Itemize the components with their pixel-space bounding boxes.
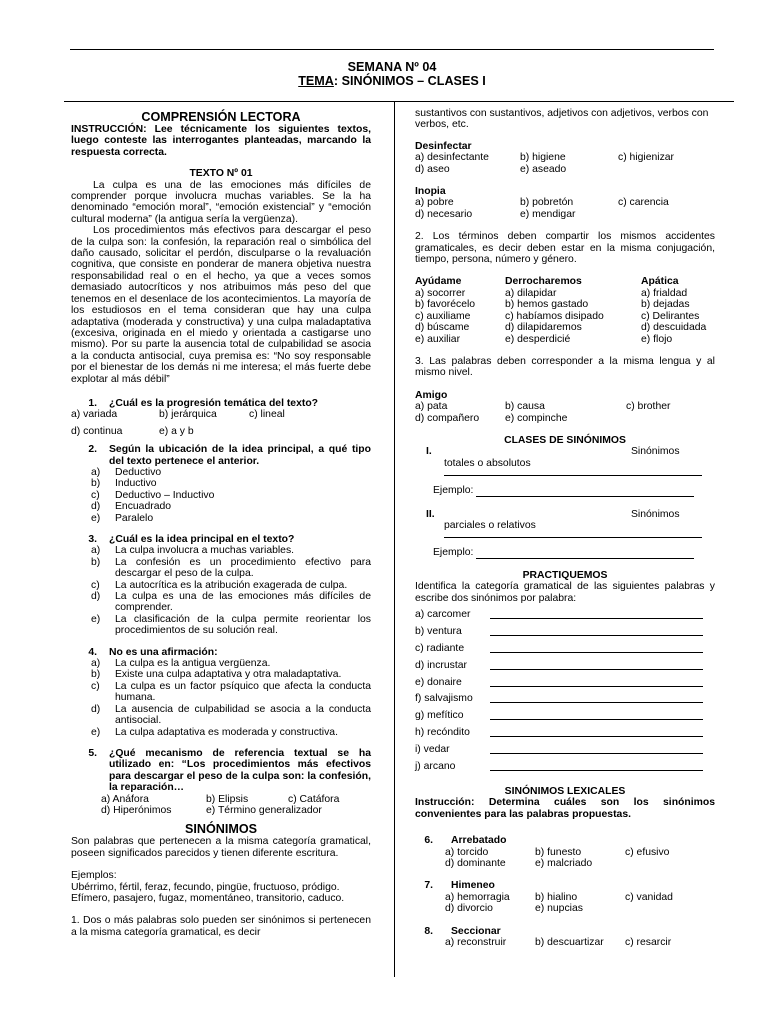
option: d) La ausencia de culpabilidad se asocia a la conducta antisocial. xyxy=(91,703,371,727)
practice-item: j) arcano xyxy=(415,761,715,772)
option: b) Inductivo xyxy=(91,478,157,490)
clases-title: CLASES DE SINÓNIMOS xyxy=(504,434,626,446)
question-3: 3. ¿Cuál es la idea principal en el texto? xyxy=(88,534,295,545)
examples-line-2: Efímero, pasajero, fugaz, momentáneo, transitorio, caduco. xyxy=(71,892,345,904)
clase-1-example: Ejemplo: xyxy=(433,485,715,496)
examples-label: Ejemplos: xyxy=(71,870,117,882)
option: c) Deductivo – Inductivo xyxy=(91,489,215,501)
practice-item: a) carcomer xyxy=(415,609,715,620)
q5-options-row1: a) Anáfora b) Elipsis c) Catáfora xyxy=(101,793,340,805)
practiquemos-list xyxy=(415,609,715,772)
table-row: c) auxiliame c) habíamos disipado c) Delirantes xyxy=(415,310,700,322)
word-amigo: Amigo xyxy=(415,389,448,401)
practice-item: f) salvajismo xyxy=(415,693,715,704)
practice-item: h) recóndito xyxy=(415,727,715,738)
practice-item: i) vedar xyxy=(415,744,715,755)
lexical-options: a) reconstruir b) descuartizar c) resarcir xyxy=(445,937,672,949)
rule-1: 1. Dos o más palabras solo pueden ser sinónimos si pertenecen a la misma categoría gramatical, es decir xyxy=(71,915,371,938)
table-row: d) búscame d) dilapidaremos d) descuidada xyxy=(415,322,707,334)
clase-2-desc: parciales o relativos xyxy=(444,519,536,531)
paragraph-2: Los procedimientos más efectivos para descargar el peso de la culpa son: la confesión, la reparación real o simbólica del daño causado, solicitar el perdón, disculparse o la revaluación cognitiva, que consiste en ponderar de manera objetiva nuestra responsabilidad real o en el hecho, ya que a veces somos demasiado autocríticos y nos atribuimos más peso del que tenemos en el desenlace de los acontecimientos. La mayoría de los estudiosos en el tema consideran que hay una culpa adaptativa (moderada y constructiva) y una culpa maladaptativa (excesiva, originada en el miedo y orientada a castigarse uno mismo). Por su parte la ausencia total de culpabilidad se asocia a la conducta antisocial, cuya premisa es: “No soy responsable por el bienestar de los demás ni me interesa; el más fuerte debe explotar al más débil” xyxy=(71,225,371,385)
question-5: 5. ¿Qué mecanismo de referencia textual se ha utilizado en: “Los procedimientos más efectivos para descargar el peso de la culpa son: la confesión, la reparación… xyxy=(88,747,371,794)
answer-blank[interactable] xyxy=(490,727,703,737)
amigo-row2: d) compañero e) compinche xyxy=(415,412,568,424)
q2-options xyxy=(91,467,371,524)
answer-blank[interactable] xyxy=(490,626,703,636)
q1-options-row1: a) variada b) jerárquica c) lineal xyxy=(71,409,285,421)
answer-blank[interactable] xyxy=(490,693,703,703)
rule-1-continued: sustantivos con sustantivos, adjetivos con adjetivos, verbos con verbos, etc. xyxy=(415,108,709,131)
q3-options xyxy=(91,545,371,636)
sinonimos-definition: Son palabras que pertenecen a la misma categoría gramatical, poseen significados parecidos y tienen diferente escritura. xyxy=(71,836,371,859)
option: b) La confesión es un procedimiento efectivo para descargar el peso de la culpa. xyxy=(91,556,371,580)
question-1: 1. ¿Cuál es la progresión temática del texto? xyxy=(88,397,319,409)
option: e) La clasificación de la culpa permite reorientar los procedimientos de su solución real. xyxy=(91,613,371,637)
table-row: a) socorrer a) dilapidar a) frialdad xyxy=(415,287,688,299)
word-inopia: Inopia xyxy=(415,186,446,198)
practiquemos-title: PRACTIQUEMOS xyxy=(522,569,608,581)
word-desinfectar: Desinfectar xyxy=(415,140,472,152)
text-title: TEXTO Nº 01 xyxy=(189,168,253,180)
practiquemos-instruction: Identifica la categoría gramatical de las siguientes palabras y escribe dos sinónimos por palabra: xyxy=(415,581,715,604)
amigo-row1: a) pata b) causa c) brother xyxy=(415,401,671,413)
q1-options-row2: d) continua e) a y b xyxy=(71,425,194,437)
answer-blank[interactable] xyxy=(490,710,703,720)
option: a) Deductivo xyxy=(91,466,162,478)
lexicales-list xyxy=(415,835,715,948)
table-row: e) auxiliar e) desperdicié e) flojo xyxy=(415,333,673,345)
clase-2-blank xyxy=(444,531,702,538)
instruction: INSTRUCCIÓN: Lee técnicamente los siguientes textos, luego conteste las interrogantes planteadas, marcando la respuesta correcta. xyxy=(71,124,371,158)
clase-1-blank xyxy=(444,469,702,476)
option: c) La culpa es un factor psíquico que afecta la conducta humana. xyxy=(91,680,371,704)
sinonimos-title: SINÓNIMOS xyxy=(184,822,258,837)
question-2: 2. Según la ubicación de la idea principal, a qué tipo del texto pertenece el anterior. xyxy=(88,444,371,467)
lexical-options: a) torcido b) funesto c) efusivo xyxy=(445,846,670,858)
column-divider xyxy=(394,101,395,977)
inopia-row2: d) necesario e) mendigar xyxy=(415,208,576,220)
left-column xyxy=(71,108,371,938)
practice-item: c) radiante xyxy=(415,643,715,654)
week-title: SEMANA Nº 04 xyxy=(347,60,437,74)
lexical-question: 7. Himeneo xyxy=(424,880,495,892)
table-row: b) favorécelo b) hemos gastado b) dejadas xyxy=(415,299,690,311)
option: b) Existe una culpa adaptativa y otra maladaptativa. xyxy=(91,669,342,681)
desinfectar-row2: d) aseo e) aseado xyxy=(415,163,567,175)
q4-options xyxy=(91,658,371,738)
option: e) La culpa adaptativa es moderada y constructiva. xyxy=(91,726,338,738)
answer-blank[interactable] xyxy=(490,677,703,687)
question-4: 4. No es una afirmación: xyxy=(88,646,218,658)
paragraph-1: La culpa es una de las emociones más difíciles de comprender porque involucra muchas variables. Se la ha denominado “emoción moral”, “emoción existencial” y “emoción cultural moderna” (la antigua sería la vergüenza). xyxy=(71,179,371,225)
practice-item: g) mefítico xyxy=(415,710,715,721)
practice-item: b) ventura xyxy=(415,626,715,637)
lexical-question: 6. Arrebatado xyxy=(424,835,507,847)
answer-blank[interactable] xyxy=(490,744,703,754)
answer-blank[interactable] xyxy=(490,761,703,771)
answer-blank[interactable] xyxy=(490,643,703,653)
answer-blank[interactable] xyxy=(490,609,703,619)
section-rule xyxy=(64,101,734,102)
option: c) La autocrítica es la atribución exagerada de culpa. xyxy=(91,579,348,591)
lexicales-title: SINÓNIMOS LEXICALES xyxy=(504,785,626,797)
option: d) Encuadrado xyxy=(91,501,172,513)
lexical-options: d) dominante e) malcriado xyxy=(445,858,593,869)
lexical-options: a) hemorragia b) hialino c) vanidad xyxy=(445,891,673,903)
lexical-options: d) divorcio e) nupcias xyxy=(445,903,583,915)
inopia-row1: a) pobre b) pobretón c) carencia xyxy=(415,197,669,209)
comprension-title: COMPRENSIÓN LECTORA xyxy=(141,110,301,124)
clase-1-desc: totales o absolutos xyxy=(444,457,531,469)
examples-line-1: Ubérrimo, fértil, feraz, fecundo, pingüe, fructuoso, pródigo. xyxy=(71,881,340,893)
topic-title: TEMA: SINÓNIMOS – CLASES I xyxy=(298,74,486,88)
rule-3: 3. Las palabras deben corresponder a la misma lengua y al mismo nivel. xyxy=(415,355,715,379)
option: a) La culpa es la antigua vergüenza. xyxy=(91,658,271,670)
desinfectar-row1: a) desinfectante b) higiene c) higienizar xyxy=(415,152,675,164)
practice-item: d) incrustar xyxy=(415,660,715,671)
rule-2: 2. Los términos deben compartir los mismos accidentes gramaticales, es decir deben estar en la misma conjugación, tiempo, persona, número y género. xyxy=(415,231,715,266)
lexicales-instruction: Instrucción: Determina cuáles son los sinónimos convenientes para las palabras propuestas. xyxy=(415,797,715,820)
lexical-question: 8. Seccionar xyxy=(424,925,501,937)
answer-blank[interactable] xyxy=(490,660,703,670)
table-header: Ayúdame Derrocharemos Apática xyxy=(415,276,679,288)
clase-2-example: Ejemplo: xyxy=(433,547,715,558)
option: e) Paralelo xyxy=(91,512,154,524)
clase-2-header: II. Sinónimos xyxy=(426,508,680,520)
q5-options-row2: d) Hiperónimos e) Término generalizador xyxy=(101,804,322,816)
right-column xyxy=(415,108,715,948)
top-rule xyxy=(70,49,714,50)
option: d) La culpa es una de las emociones más difíciles de comprender. xyxy=(91,591,371,614)
option: a) La culpa involucra a muchas variables. xyxy=(91,545,295,557)
practice-item: e) donaire xyxy=(415,677,715,688)
clase-1-header: I. Sinónimos xyxy=(426,446,680,458)
accidents-table xyxy=(415,276,715,344)
